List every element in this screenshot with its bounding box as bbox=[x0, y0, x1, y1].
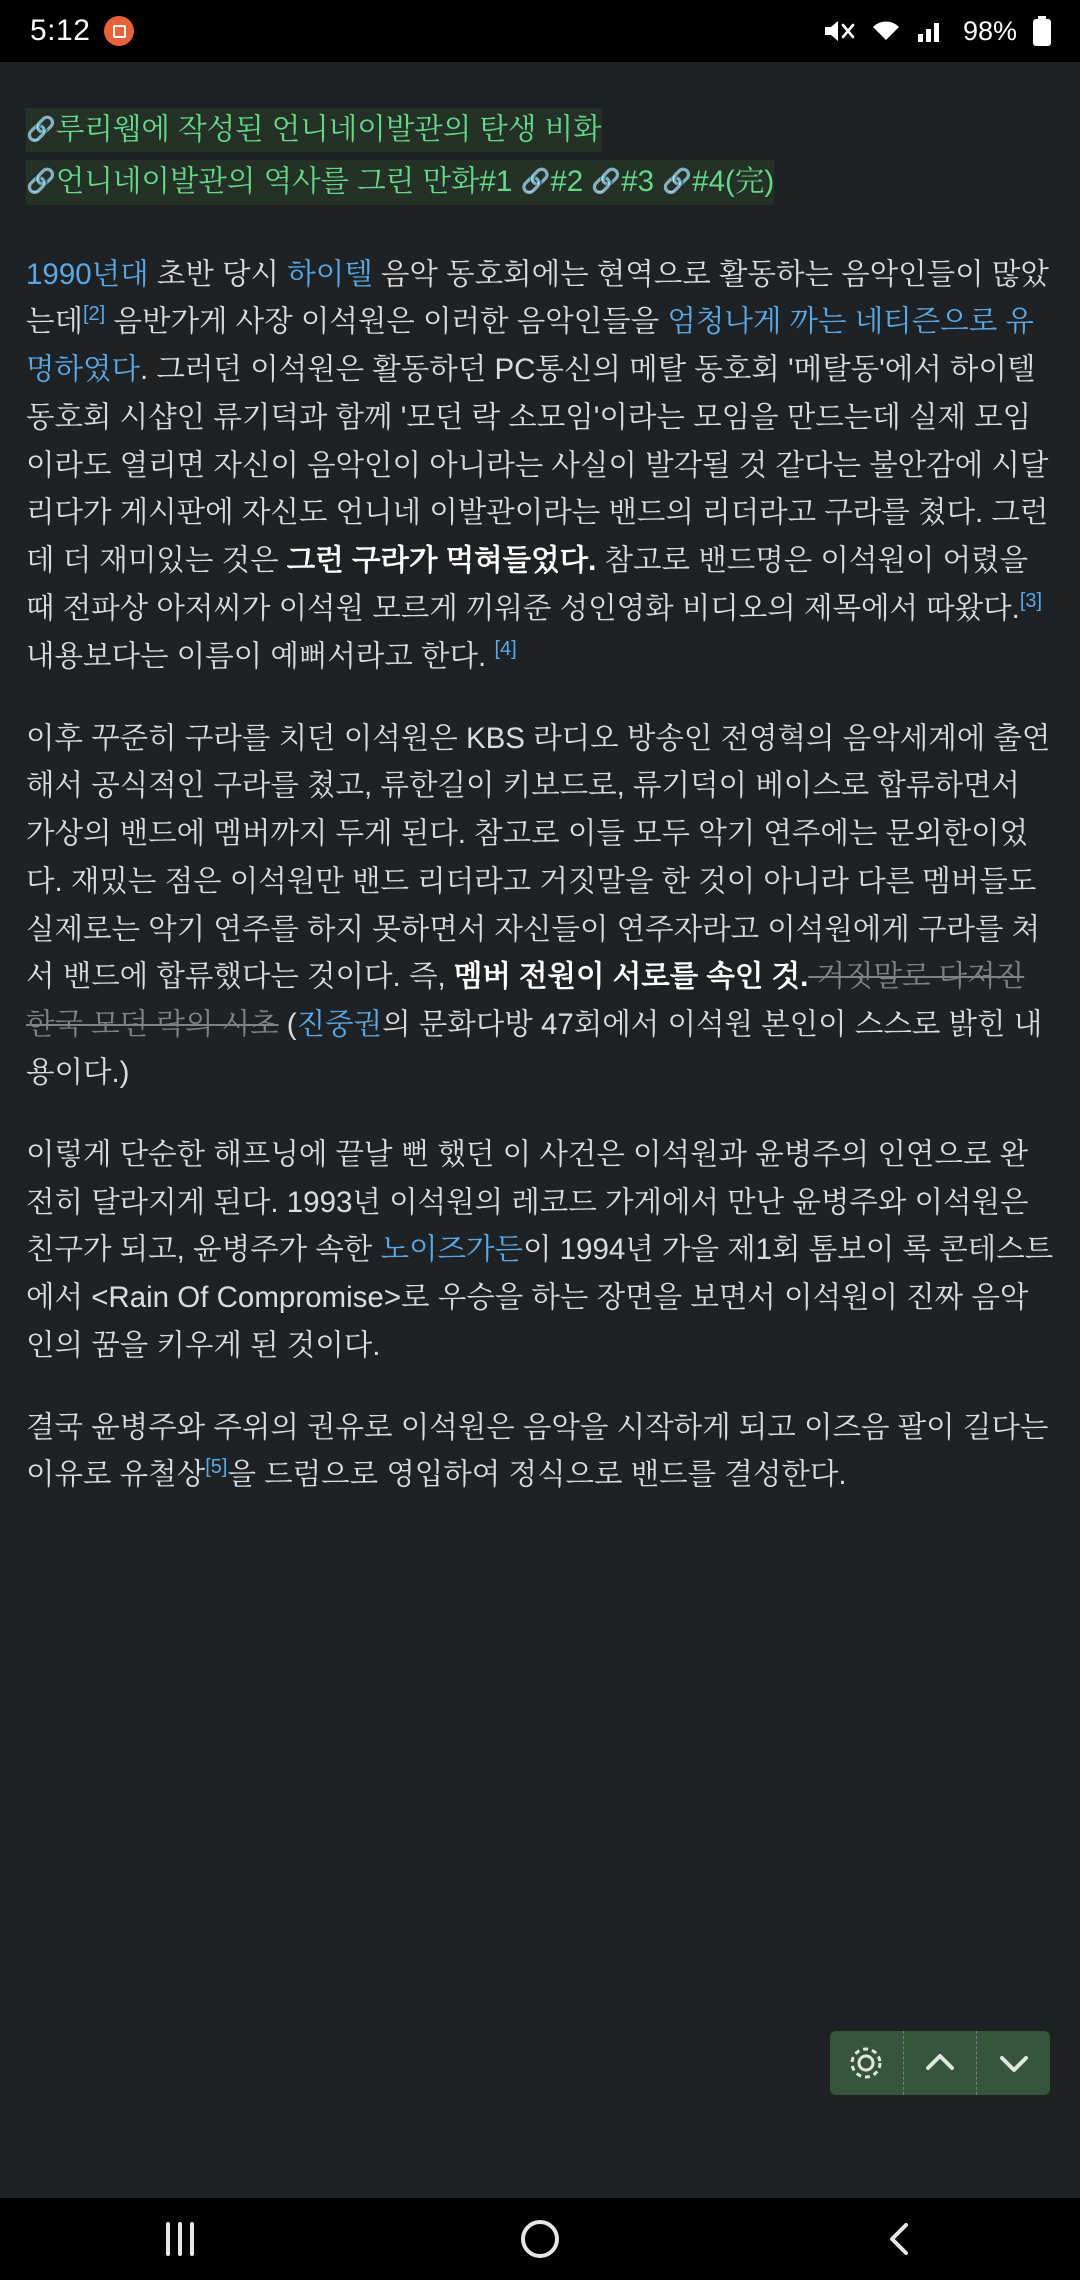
p3-text-1: 이렇게 단순한 해프닝에 끝날 뻔 했던 이 사건은 이석원과 윤병주의 인연으로 완전히 달라지게 된다. 1993년 이석원의 레코드 가게에서 만난 윤병주와 이석원은 친구가 되고, 윤병주가 속한 bbox=[26, 1137, 1029, 1267]
paragraph-3 bbox=[26, 1131, 1054, 1370]
mute-icon bbox=[822, 16, 856, 46]
scroll-up-button[interactable] bbox=[904, 2031, 978, 2095]
p4-text-1: 결국 윤병주와 주위의 권유로 이석원은 음악을 시작하게 되고 이즈음 팔이 길다는 이유로 유철상 bbox=[26, 1410, 1049, 1492]
external-link-block bbox=[26, 106, 1054, 211]
link-icon: 🔗 bbox=[662, 168, 693, 196]
p1-text-3: 음반가게 사장 이석원은 이러한 음악인들을 bbox=[105, 305, 668, 339]
battery-percent-label: 98% bbox=[962, 15, 1017, 46]
footnote-ref-4[interactable]: [4] bbox=[494, 637, 517, 660]
p2-strikethrough: 거짓말로 다져진 한국 모던 락의 시초 bbox=[26, 960, 1025, 1042]
p1-text-1: 초반 당시 bbox=[148, 257, 288, 291]
scroll-down-button[interactable] bbox=[977, 2031, 1050, 2095]
external-link-row-1[interactable] bbox=[26, 108, 602, 152]
scroll-down-icon bbox=[992, 2041, 1036, 2085]
paragraph-1 bbox=[26, 251, 1054, 681]
back-icon bbox=[883, 2217, 917, 2261]
p1-text-6: 내용보다는 이름이 예뻐서라고 한다. bbox=[26, 639, 495, 673]
back-button[interactable] bbox=[840, 2217, 960, 2261]
inline-link-hitel[interactable]: 하이텔 bbox=[287, 257, 373, 291]
battery-icon bbox=[1030, 15, 1054, 47]
paragraph-4 bbox=[26, 1404, 1054, 1500]
link-icon: 🔗 bbox=[26, 168, 56, 196]
footnote-ref-5[interactable]: [5] bbox=[205, 1456, 228, 1479]
scroll-up-icon bbox=[918, 2041, 962, 2085]
p4-text-2: 을 드럼으로 영입하여 정식으로 밴드를 결성한다. bbox=[227, 1458, 847, 1492]
p1-text-5: 참고로 밴드명은 이석원이 어렸을 때 전파상 아저씨가 이석원 모르게 끼워준 성인영화 비디오의 제목에서 따왔다. bbox=[26, 544, 1029, 625]
status-bar-right bbox=[822, 15, 1054, 47]
recents-icon bbox=[166, 2222, 194, 2256]
settings-gear-button[interactable] bbox=[830, 2031, 904, 2095]
external-link-row-2[interactable] bbox=[26, 160, 774, 204]
inline-link-1990s[interactable]: 1990년대 bbox=[26, 257, 149, 291]
article-content[interactable] bbox=[0, 62, 1080, 2198]
settings-gear-icon bbox=[844, 2041, 888, 2085]
p2-text-2: ( bbox=[278, 1008, 297, 1042]
external-link-5-label[interactable]: #4(完) bbox=[692, 165, 775, 199]
home-button[interactable] bbox=[480, 2220, 600, 2258]
p2-text-1: 이후 꾸준히 구라를 치던 이석원은 KBS 라디오 방송인 전영혁의 음악세계에 출연해서 공식적인 구라를 쳤고, 류한길이 키보드로, 류기덕이 베이스로 합류하면서 가상의 밴드에 멤버까지 두게 된다. 참고로 이들 모두 악기 연주에는 문외한이었다. 재밌는 점은 이석원만 밴드 리더라고 거짓말을 한 것이 아니라 다른 멤버들도 실제로는 악기 연주를 하지 못하면서 자신들이 연주자라고 이석원에게 구라를 쳐서 밴드에 합류했다는 것이다. 즉, bbox=[26, 721, 1051, 994]
cellular-signal-icon bbox=[916, 16, 946, 46]
inline-link-noisegarden[interactable]: 노이즈가든 bbox=[380, 1233, 523, 1267]
app-indicator-icon bbox=[104, 16, 134, 46]
status-bar bbox=[0, 0, 1080, 62]
floating-toolbar[interactable] bbox=[830, 2031, 1050, 2095]
footnote-ref-3[interactable]: [3] bbox=[1019, 590, 1043, 613]
p2-text-3: 의 문화다방 47회에서 이석원 본인이 스스로 밝힌 내용이다.) bbox=[26, 1008, 1043, 1089]
link-icon: 🔗 bbox=[26, 116, 56, 143]
footnote-ref-2[interactable]: [2] bbox=[83, 303, 106, 326]
wifi-icon bbox=[869, 16, 903, 46]
status-bar-left bbox=[30, 14, 134, 48]
external-link-1-label[interactable]: 루리웹에 작성된 언니네이발관의 탄생 비화 bbox=[55, 113, 602, 146]
home-icon bbox=[521, 2220, 559, 2258]
inline-link-jinjunggwon[interactable]: 진중권 bbox=[296, 1008, 383, 1042]
system-navigation-bar bbox=[0, 2198, 1080, 2280]
external-link-3-label[interactable]: #2 bbox=[550, 165, 584, 199]
external-link-4-label[interactable]: #3 bbox=[621, 165, 655, 199]
p2-emphasis-1: 멤버 전원이 서로를 속인 것. bbox=[453, 960, 809, 994]
inline-link-netizen[interactable]: 엄청나게 까는 네티즌으로 유명하였다 bbox=[26, 305, 1034, 387]
status-clock: 5:12 bbox=[30, 14, 91, 47]
recents-button[interactable] bbox=[120, 2222, 240, 2256]
link-icon: 🔗 bbox=[520, 168, 551, 196]
external-link-2-label[interactable]: 언니네이발관의 역사를 그린 만화#1 bbox=[55, 165, 513, 199]
p3-text-2: 이 1994년 가을 제1회 톰보이 록 콘테스트에서 <Rain Of Compromise>로 우승을 하는 장면을 보면서 이석원이 진짜 음악인의 꿈을 키우게 된 것이다. bbox=[26, 1233, 1054, 1362]
p1-emphasis-1: 그런 구라가 먹혀들었다. bbox=[286, 544, 597, 578]
link-icon: 🔗 bbox=[591, 168, 622, 196]
p1-text-2: 음악 동호회에는 현역으로 활동하는 음악인들이 많았는데 bbox=[26, 257, 1049, 339]
paragraph-2 bbox=[26, 715, 1054, 1097]
p1-text-4: . 그러던 이석원은 활동하던 PC통신의 메탈 동호회 '메탈동'에서 하이텔 동호회 시샵인 류기덕과 함께 '모던 락 소모임'이라는 모임을 만드는데 실제 모임이라도 열리면 자신이 음악인이 아니라는 사실이 발각될 것 같다는 불안감에 시달리다가 게시판에 자신도 언니네 이발관이라는 밴드의 리더라고 구라를 쳤다. 그런데 더 재미있는 것은 bbox=[26, 353, 1049, 578]
